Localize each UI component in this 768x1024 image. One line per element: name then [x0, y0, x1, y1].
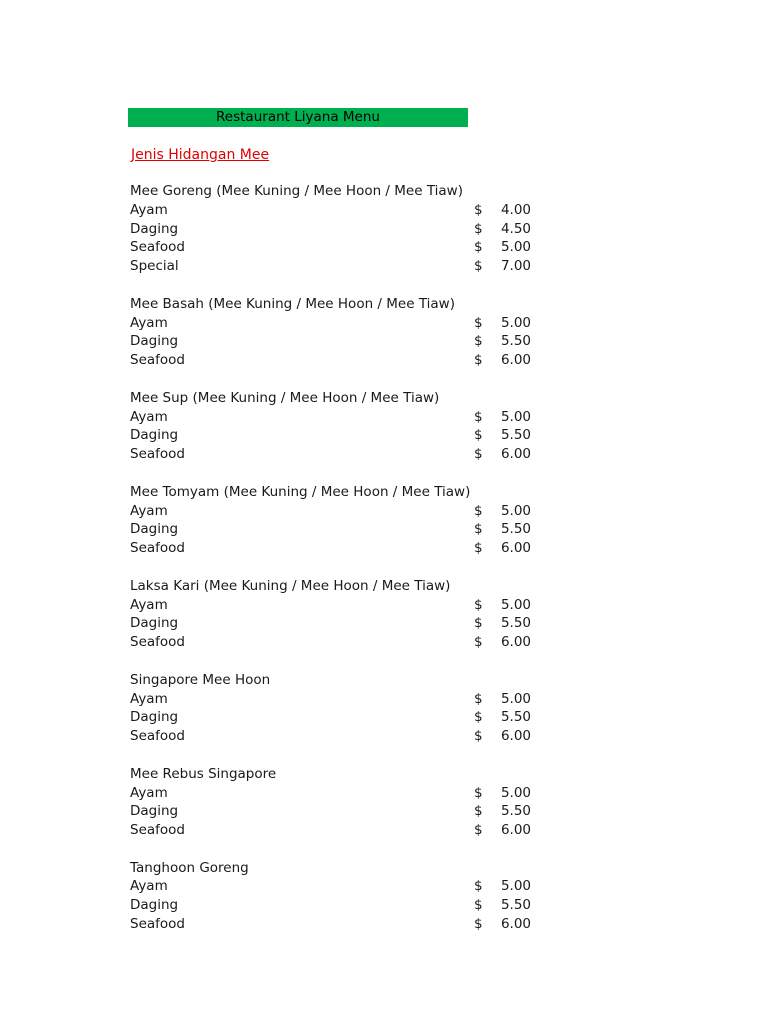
item-price: 4.00 — [500, 201, 531, 218]
currency-symbol: $ — [474, 897, 483, 914]
item-name: Seafood — [130, 239, 185, 256]
currency-symbol: $ — [474, 728, 483, 745]
menu-title: Restaurant Liyana Menu — [128, 108, 468, 127]
item-price: 5.00 — [500, 596, 531, 613]
item-price: 5.00 — [500, 314, 531, 331]
menu-item-row — [0, 708, 768, 727]
item-price: 6.00 — [500, 446, 531, 463]
section-spacer — [0, 746, 768, 765]
menu-item-row — [0, 896, 768, 915]
item-price: 6.00 — [500, 540, 531, 557]
currency-symbol: $ — [474, 446, 483, 463]
item-name: Ayam — [130, 690, 168, 707]
item-price: 7.00 — [500, 258, 531, 275]
menu-item-row — [0, 502, 768, 521]
menu-section — [0, 389, 768, 483]
menu-item-row — [0, 596, 768, 615]
menu-item-row — [0, 520, 768, 539]
currency-symbol: $ — [474, 690, 483, 707]
menu-item-row — [0, 614, 768, 633]
currency-symbol: $ — [474, 352, 483, 369]
menu-section — [0, 859, 768, 934]
item-name: Ayam — [130, 596, 168, 613]
item-name: Ayam — [130, 878, 168, 895]
currency-symbol: $ — [474, 220, 483, 237]
item-name: Daging — [130, 709, 179, 726]
item-name: Daging — [130, 521, 179, 538]
item-price: 5.50 — [500, 897, 531, 914]
item-price: 5.50 — [500, 709, 531, 726]
menu-item-row — [0, 201, 768, 220]
item-price: 5.00 — [500, 690, 531, 707]
menu-item-row — [0, 351, 768, 370]
menu-item-row — [0, 877, 768, 896]
item-name: Special — [130, 258, 179, 275]
currency-symbol: $ — [474, 333, 483, 350]
item-name: Seafood — [130, 916, 185, 933]
item-price: 5.50 — [500, 333, 531, 350]
section-spacer — [0, 558, 768, 577]
menu-item-row — [0, 238, 768, 257]
item-price: 4.50 — [500, 220, 531, 237]
menu-item-row — [0, 633, 768, 652]
menu-item-row — [0, 332, 768, 351]
item-price: 5.00 — [500, 408, 531, 425]
item-name: Ayam — [130, 784, 168, 801]
menu-section — [0, 577, 768, 671]
currency-symbol: $ — [474, 239, 483, 256]
item-price: 5.50 — [500, 427, 531, 444]
section-spacer — [0, 464, 768, 483]
menu-section — [0, 182, 768, 295]
menu-item-row — [0, 408, 768, 427]
menu-subtitle: Jenis Hidangan Mee — [131, 147, 270, 163]
item-name: Seafood — [130, 540, 185, 557]
currency-symbol: $ — [474, 615, 483, 632]
menu-item-row — [0, 445, 768, 464]
section-title-text: Mee Tomyam (Mee Kuning / Mee Hoon / Mee Tiaw) — [130, 483, 471, 500]
section-title — [0, 483, 768, 502]
item-price: 5.50 — [500, 521, 531, 538]
item-price: 6.00 — [500, 822, 531, 839]
section-spacer — [0, 652, 768, 671]
currency-symbol: $ — [474, 540, 483, 557]
item-name: Ayam — [130, 502, 168, 519]
currency-symbol: $ — [474, 314, 483, 331]
item-name: Seafood — [130, 634, 185, 651]
item-price: 5.00 — [500, 878, 531, 895]
currency-symbol: $ — [474, 427, 483, 444]
section-spacer — [0, 370, 768, 389]
menu-item-row — [0, 915, 768, 934]
currency-symbol: $ — [474, 709, 483, 726]
section-title-text: Tanghoon Goreng — [130, 859, 249, 876]
menu-item-row — [0, 314, 768, 333]
item-price: 6.00 — [500, 634, 531, 651]
section-spacer — [0, 840, 768, 859]
section-title-text: Mee Basah (Mee Kuning / Mee Hoon / Mee Tiaw) — [130, 295, 455, 312]
item-name: Ayam — [130, 201, 168, 218]
item-name: Seafood — [130, 728, 185, 745]
item-price: 5.00 — [500, 502, 531, 519]
currency-symbol: $ — [474, 822, 483, 839]
section-title-text: Mee Rebus Singapore — [130, 765, 277, 782]
item-name: Daging — [130, 333, 179, 350]
currency-symbol: $ — [474, 634, 483, 651]
item-price: 5.00 — [500, 239, 531, 256]
section-title — [0, 859, 768, 878]
item-price: 5.50 — [500, 615, 531, 632]
item-price: 6.00 — [500, 916, 531, 933]
item-name: Seafood — [130, 352, 185, 369]
menu-section — [0, 483, 768, 577]
item-name: Daging — [130, 220, 179, 237]
menu-item-row — [0, 821, 768, 840]
item-name: Daging — [130, 615, 179, 632]
menu-section — [0, 295, 768, 389]
section-title-text: Mee Sup (Mee Kuning / Mee Hoon / Mee Tiaw) — [130, 389, 440, 406]
currency-symbol: $ — [474, 878, 483, 895]
item-price: 6.00 — [500, 728, 531, 745]
menu-item-row — [0, 784, 768, 803]
currency-symbol: $ — [474, 596, 483, 613]
menu-item-row — [0, 690, 768, 709]
currency-symbol: $ — [474, 521, 483, 538]
item-name: Ayam — [130, 314, 168, 331]
section-title-text: Laksa Kari (Mee Kuning / Mee Hoon / Mee Tiaw) — [130, 577, 451, 594]
section-title — [0, 765, 768, 784]
section-title-text: Singapore Mee Hoon — [130, 671, 271, 688]
currency-symbol: $ — [474, 408, 483, 425]
menu-item-row — [0, 257, 768, 276]
currency-symbol: $ — [474, 201, 483, 218]
currency-symbol: $ — [474, 916, 483, 933]
item-price: 5.00 — [500, 784, 531, 801]
item-price: 5.50 — [500, 803, 531, 820]
section-spacer — [0, 276, 768, 295]
item-name: Ayam — [130, 408, 168, 425]
section-title — [0, 577, 768, 596]
section-title — [0, 295, 768, 314]
menu-section — [0, 765, 768, 859]
menu-item-row — [0, 539, 768, 558]
menu-item-row — [0, 220, 768, 239]
item-name: Seafood — [130, 446, 185, 463]
menu-section — [0, 671, 768, 765]
menu-item-row — [0, 802, 768, 821]
currency-symbol: $ — [474, 803, 483, 820]
item-name: Seafood — [130, 822, 185, 839]
section-title — [0, 389, 768, 408]
item-name: Daging — [130, 897, 179, 914]
section-title-text: Mee Goreng (Mee Kuning / Mee Hoon / Mee Tiaw) — [130, 183, 463, 199]
section-title — [0, 671, 768, 690]
currency-symbol: $ — [474, 784, 483, 801]
item-name: Daging — [130, 803, 179, 820]
item-price: 6.00 — [500, 352, 531, 369]
menu-sections — [0, 182, 768, 934]
section-title — [0, 182, 768, 201]
item-name: Daging — [130, 427, 179, 444]
currency-symbol: $ — [474, 258, 483, 275]
menu-item-row — [0, 426, 768, 445]
currency-symbol: $ — [474, 502, 483, 519]
menu-item-row — [0, 727, 768, 746]
